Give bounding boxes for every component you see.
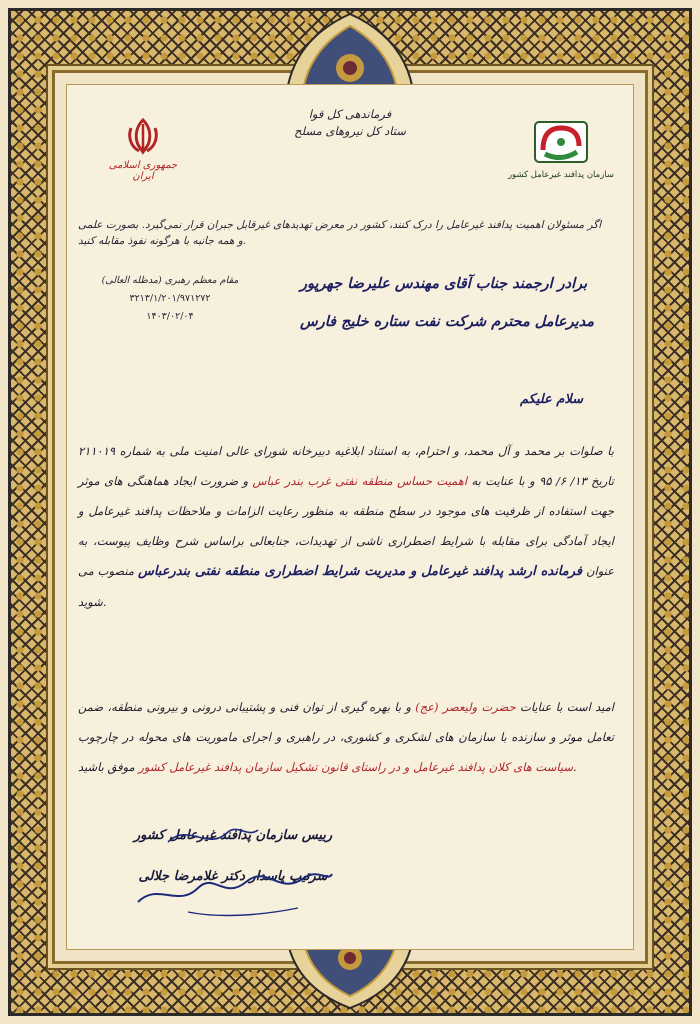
closing-highlight-1: حضرت ولیعصر (عج)	[415, 700, 516, 714]
iran-emblem-icon	[123, 116, 163, 156]
armed-forces-header	[270, 106, 430, 139]
closing-text-3: موفق باشید.	[78, 760, 577, 774]
leader-quote: اگر مسئولان اهمیت پدافند غیرعامل را درک کنند، کشور در معرض تهدیدهای غیرقابل جبران قرار نمی‌گیرد. بصورت علمی و همه جانبه با هرگونه نفوذ مقابله کنید.	[78, 219, 602, 247]
emblem-caption: جمهوری اسلامی ایران	[108, 160, 178, 182]
iran-emblem	[98, 116, 188, 196]
signatory-title: رییس سازمان پدافند غیرعامل کشور	[133, 828, 333, 843]
recipient-block	[300, 276, 610, 330]
body-text-3: منصوب می شوید.	[78, 564, 138, 609]
signature-scribble	[128, 812, 338, 922]
hq-line-1: فرماندهی کل قوا	[308, 107, 392, 121]
letter-meta	[100, 272, 240, 326]
appointment-title: فرمانده ارشد پدافند غیرعامل و مدیریت شرایط اضطراری منطقه نفتی بندرعباس	[137, 564, 583, 579]
body-text-1: با صلوات بر محمد و آل محمد، و احترام، به استناد ابلاغیه دبیرخانه شورای عالی امنیت ملی به شماره ۲۱۱۰۱۹ تاریخ ۱۳/ ۶/ ۹۵ و با عنایت به	[78, 444, 615, 488]
recipient-position: مدیرعامل محترم شرکت نفت ستاره خلیج فارس	[300, 312, 594, 330]
hq-line-2: ستاد کل نیروهای مسلح	[294, 123, 406, 138]
quote-attribution: مقام معظم رهبری (مدظله العالی)	[101, 275, 239, 286]
closing-text-1: امید است با عنایات	[515, 700, 614, 714]
closing-paragraph	[78, 692, 614, 782]
closing-highlight-2: سیاست های کلان پدافند غیرعامل و در راستای قانون تشکیل سازمان پدافند غیرعامل کشور	[138, 760, 573, 774]
signatory-name: سرتیپ پاسدار دکتر غلامرضا جلالی	[138, 869, 328, 884]
body-text-2: و ضرورت ایجاد هماهنگی های موثر جهت استفاده از ظرفیت های موجود در سطح منطقه به منظور رعایت الزامات و ملاحظات پدافند غیرعامل و ایجاد آمادگی برای مقابله با شرایط اضطراری ناشی از تهدیدات، جنابعالی براساس شرح وظایف پیوست، به عنوان	[78, 474, 614, 578]
body-highlight-region: اهمیت حساس منطقه نفتی غرب بندر عباس	[252, 474, 468, 488]
signature-block	[128, 812, 338, 884]
logo-caption: سازمان پدافند غیرعامل کشور	[507, 170, 615, 180]
passive-defense-logo-icon	[531, 118, 591, 166]
closing-text-2: و با بهره گیری از توان فنی و پشتیبانی درونی و بیرونی منطقه، ضمن تعامل موثر و سازنده با سازمان های لشکری و کشوری، در راهبری و اجرای ماموریت های محوله در چارچوب	[78, 700, 614, 744]
recipient-name: برادر ارجمند جناب آقای مهندس علیرضا جهرپور	[300, 275, 588, 292]
letter-date: ۱۴۰۳/۰۲/۰۴	[146, 311, 194, 323]
appointment-paragraph	[78, 436, 614, 617]
salutation: سلام علیکم	[520, 392, 584, 407]
passive-defense-logo	[506, 118, 616, 198]
letter-number: ۳۲۱۳/۱/۲۰۱/۹۷۱۲۷۲	[129, 293, 211, 305]
